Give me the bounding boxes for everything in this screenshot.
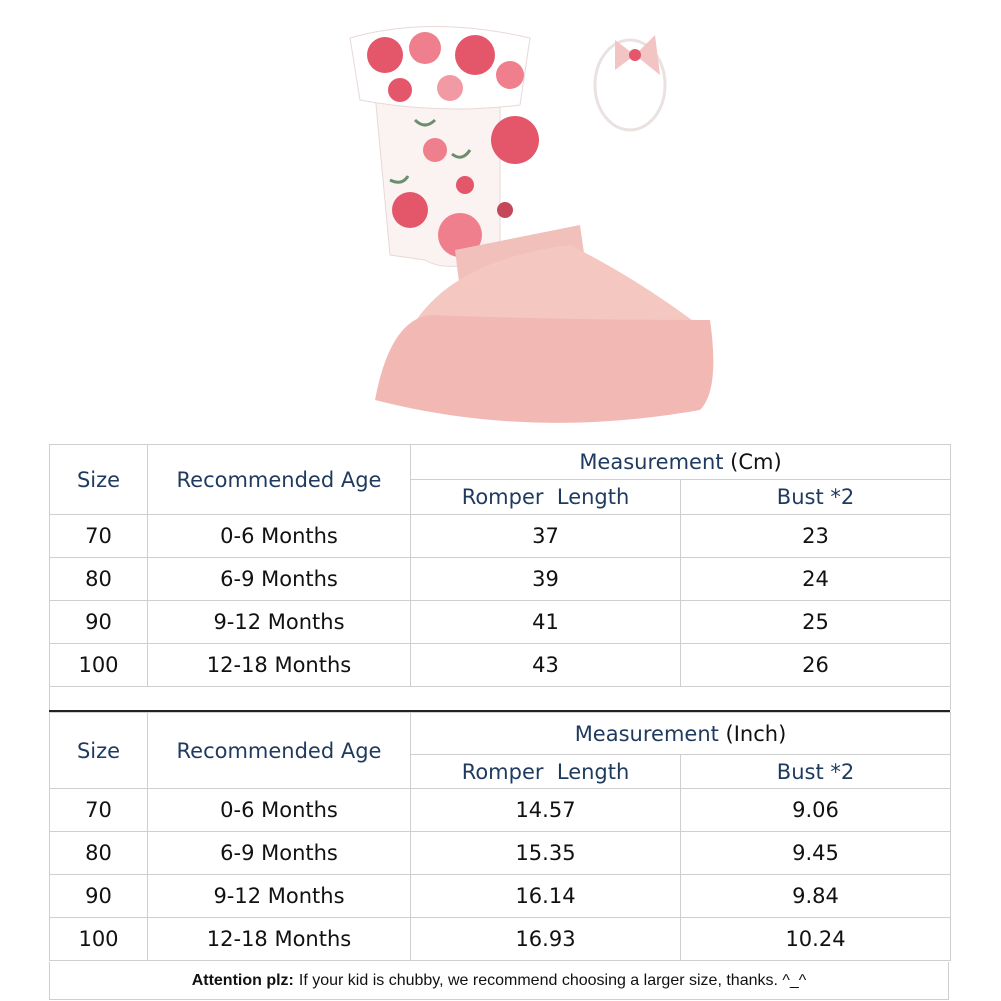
bust-cell: 9.84: [681, 875, 951, 918]
age-cell: 6-9 Months: [148, 832, 411, 875]
size-cell: 100: [50, 644, 148, 687]
bust-cell: 9.45: [681, 832, 951, 875]
bust-cell: 9.06: [681, 789, 951, 832]
size-chart-cm: [49, 444, 951, 687]
length-cell: 15.35: [411, 832, 681, 875]
romper: [350, 27, 539, 267]
measurement-label: Measurement: [574, 721, 719, 746]
product-image: [330, 0, 730, 440]
table-row: [50, 918, 951, 961]
col-bust-header: Bust *2: [681, 755, 951, 789]
measurement-unit: (Inch): [725, 721, 787, 746]
attention-text: If your kid is chubby, we recommend choosing a larger size, thanks. ^_^: [298, 971, 807, 989]
table-row: [50, 789, 951, 832]
size-cell: 80: [50, 832, 148, 875]
col-size-header: Size: [50, 445, 148, 515]
size-cell: 80: [50, 558, 148, 601]
length-cell: 39: [411, 558, 681, 601]
table-row: [50, 832, 951, 875]
col-length-header: Romper Length: [411, 755, 681, 789]
age-cell: 0-6 Months: [148, 515, 411, 558]
bust-cell: 23: [681, 515, 951, 558]
table-spacer: [49, 686, 951, 710]
table-row: [50, 601, 951, 644]
size-cell: 70: [50, 515, 148, 558]
length-cell: 43: [411, 644, 681, 687]
table-row: [50, 558, 951, 601]
table-row: [50, 515, 951, 558]
col-size-header: Size: [50, 713, 148, 789]
age-cell: 12-18 Months: [148, 918, 411, 961]
age-cell: 9-12 Months: [148, 601, 411, 644]
size-cell: 90: [50, 601, 148, 644]
headband: [595, 35, 665, 130]
age-cell: 12-18 Months: [148, 644, 411, 687]
length-cell: 16.93: [411, 918, 681, 961]
size-cell: 100: [50, 918, 148, 961]
bust-cell: 25: [681, 601, 951, 644]
col-length-header: Romper Length: [411, 480, 681, 515]
bust-cell: 24: [681, 558, 951, 601]
measurement-unit: (Cm): [730, 450, 782, 474]
table-row: [50, 644, 951, 687]
col-age-header: Recommended Age: [148, 713, 411, 789]
length-cell: 41: [411, 601, 681, 644]
age-cell: 9-12 Months: [148, 875, 411, 918]
age-cell: 0-6 Months: [148, 789, 411, 832]
measurement-label: Measurement: [579, 450, 724, 474]
size-cell: 70: [50, 789, 148, 832]
attention-note: [49, 962, 949, 1000]
col-bust-header: Bust *2: [681, 480, 951, 515]
length-cell: 16.14: [411, 875, 681, 918]
length-cell: 14.57: [411, 789, 681, 832]
size-chart-inch: [49, 712, 951, 961]
table-row: [50, 875, 951, 918]
bust-cell: 10.24: [681, 918, 951, 961]
length-cell: 37: [411, 515, 681, 558]
age-cell: 6-9 Months: [148, 558, 411, 601]
measurement-header: [411, 713, 951, 755]
col-age-header: Recommended Age: [148, 445, 411, 515]
attention-label: Attention plz:: [191, 971, 294, 989]
size-cell: 90: [50, 875, 148, 918]
measurement-header: [411, 445, 951, 480]
bust-cell: 26: [681, 644, 951, 687]
